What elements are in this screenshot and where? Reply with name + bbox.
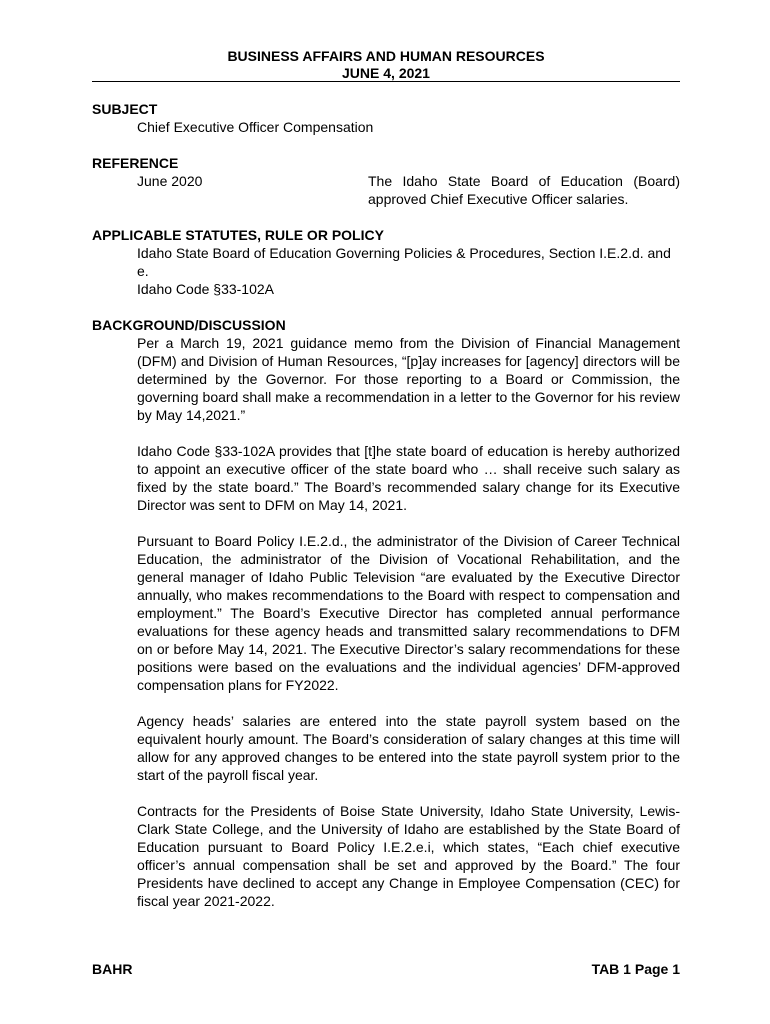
reference-heading: REFERENCE [92, 155, 179, 171]
subject-text: Chief Executive Officer Compensation [137, 119, 374, 135]
page-header [92, 48, 680, 82]
background-section [92, 316, 680, 928]
subject-section [92, 100, 680, 136]
subject-heading: SUBJECT [92, 101, 158, 117]
header-line-1: BUSINESS AFFAIRS AND HUMAN RESOURCES [227, 48, 545, 64]
background-paragraph: Idaho Code §33-102A provides that [t]he state board of education is hereby authorized to appoint an executive officer of the state board who … shall receive such salary as fixed by the state board.” The Board’s recommended salary change for its Executive Director was sent to DFM on May 14, 2021. [137, 443, 680, 513]
background-paragraph: Pursuant to Board Policy I.E.2.d., the administrator of the Division of Career Technical Education, the administrator of the Division of Vocational Rehabilitation, and the general manager of Idaho Public Television “are evaluated by the Executive Director annually, who makes recommendations to the Board with respect to compensation and employment.” The Board’s Executive Director has completed annual performance evaluations for these agency heads and transmitted salary recommendations to DFM on or before May 14, 2021. The Executive Director’s salary recommendations for these positions were based on the evaluations and the individual agencies’ DFM-approved compensation plans for FY2022. [137, 533, 680, 693]
statutes-heading: APPLICABLE STATUTES, RULE OR POLICY [92, 227, 384, 243]
footer-page-number: TAB 1 Page 1 [591, 961, 680, 977]
background-paragraph: Contracts for the Presidents of Boise State University, Idaho State University, Lewis-Clark State College, and the University of Idaho are established by the State Board of Education pursuant to Board Policy I.E.2.e.i, which states, “Each chief executive officer’s annual compensation shall be set and approved by the Board.” The four Presidents have declined to accept any Change in Employee Compensation (CEC) for fiscal year 2021-2022. [137, 803, 680, 909]
background-heading: BACKGROUND/DISCUSSION [92, 317, 286, 333]
reference-section [92, 154, 680, 208]
footer-left: BAHR [92, 961, 133, 977]
reference-description: The Idaho State Board of Education (Board) approved Chief Executive Officer salaries. [368, 173, 680, 207]
reference-date: June 2020 [137, 173, 203, 189]
header-rule [92, 81, 680, 82]
statutes-line-2: Idaho Code §33-102A [137, 281, 274, 297]
background-body [137, 334, 680, 910]
statutes-section [92, 226, 680, 298]
header-date: JUNE 4, 2021 [342, 65, 430, 81]
background-paragraph: Agency heads’ salaries are entered into the state payroll system based on the equivalent hourly amount. The Board’s consideration of salary changes at this time will allow for any approved changes to be entered into the state payroll system prior to the start of the payroll fiscal year. [137, 713, 680, 783]
statutes-line-1: Idaho State Board of Education Governing Policies & Procedures, Section I.E.2.d. and e. [137, 245, 671, 279]
background-paragraph: Per a March 19, 2021 guidance memo from the Division of Financial Management (DFM) and Division of Human Resources, “[p]ay increases for [agency] directors will be determined by the Governor. For those reporting to a Board or Commission, the governing board shall make a recommendation in a letter to the Governor for his review by May 14,2021.” [137, 335, 680, 423]
reference-row [137, 172, 680, 208]
